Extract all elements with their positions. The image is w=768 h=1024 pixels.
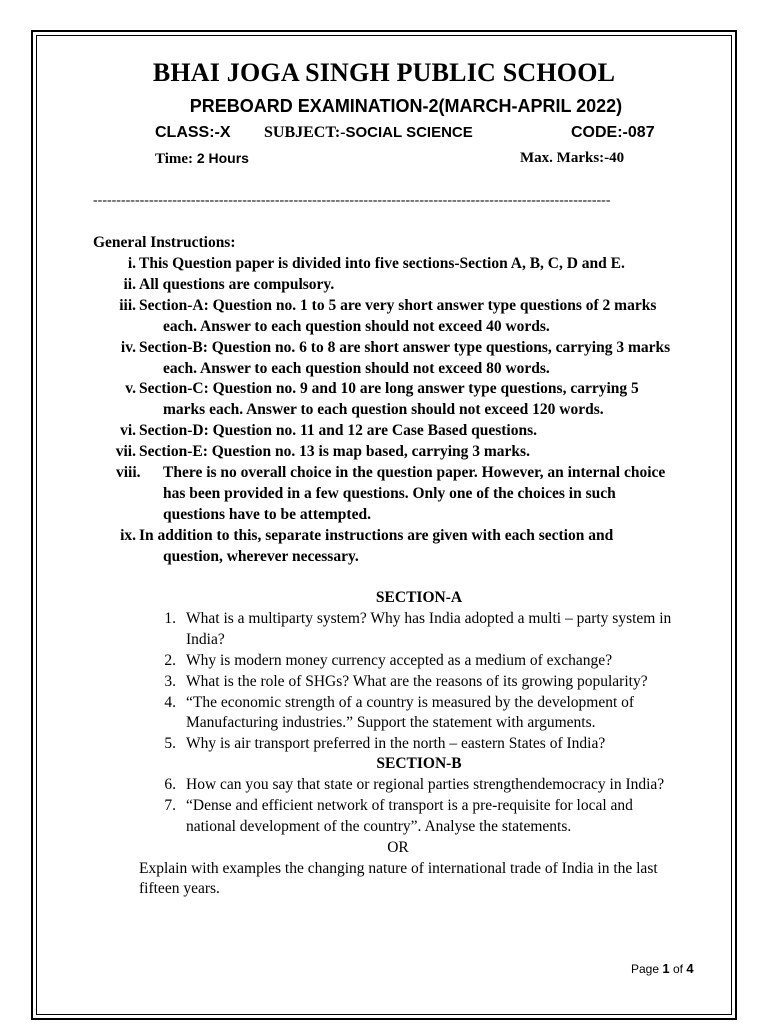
- question-text: How can you say that state or regional parties strengthendemocracy in India?: [186, 775, 665, 793]
- instruction-line: has been provided in a few questions. Only one of the choices in such: [163, 484, 616, 502]
- class-value: X: [219, 124, 231, 141]
- time-value: 2 Hours: [196, 150, 249, 166]
- question-number: 3.: [164, 672, 176, 690]
- instruction-number: v.: [125, 380, 136, 398]
- time-info: [155, 150, 249, 168]
- page-number: 1: [662, 961, 670, 976]
- question-number: 1.: [164, 609, 176, 627]
- instruction-line: each. Answer to each question should not exceed 40 words.: [163, 317, 550, 335]
- instruction-number: iv.: [120, 338, 136, 356]
- instruction-line: question, wherever necessary.: [163, 547, 359, 565]
- max-marks-label: Max. Marks:-: [520, 150, 610, 166]
- section-a-title: SECTION-A: [375, 589, 463, 606]
- instructions-title: General Instructions:: [93, 234, 236, 251]
- page-total: 4: [686, 961, 694, 976]
- question-number: 6.: [164, 775, 176, 793]
- or-separator: OR: [387, 838, 409, 856]
- code-value: 087: [627, 124, 655, 141]
- question-text: What is a multiparty system? Why has India adopted a multi – party system in: [186, 609, 672, 627]
- subject-info: [264, 124, 473, 142]
- instruction-line: Section-C: Question no. 9 and 10 are long answer type questions, carrying 5: [139, 380, 639, 398]
- max-marks-info: [520, 150, 624, 167]
- question-number: 7.: [164, 796, 176, 814]
- instruction-line: Section-E: Question no. 13 is map based, carrying 3 marks.: [139, 443, 530, 461]
- exam-title-suffix: (MARCH-APRIL 2022): [438, 96, 623, 116]
- class-label: CLASS:-: [155, 124, 220, 141]
- question-number: 5.: [164, 735, 176, 753]
- instruction-number: vii.: [115, 443, 136, 461]
- instruction-number: i.: [127, 255, 136, 272]
- class-info: [155, 124, 231, 142]
- instruction-line: All questions are compulsory.: [139, 275, 335, 293]
- question-text: “Dense and efficient network of transport is a pre-requisite for local and: [186, 796, 633, 814]
- code-info: [571, 124, 655, 142]
- subject-value: SOCIAL SCIENCE: [345, 124, 473, 141]
- subject-label: SUBJECT:-: [264, 124, 346, 141]
- question-number: 4.: [164, 693, 176, 711]
- instruction-number: iii.: [119, 296, 136, 314]
- instruction-line: each. Answer to each question should not exceed 80 words.: [163, 359, 550, 377]
- page-of-label: of: [672, 962, 683, 976]
- question-number: 2.: [164, 651, 176, 669]
- instruction-line: questions have to be attempted.: [163, 505, 371, 523]
- instruction-line: In addition to this, separate instructions are given with each section and: [139, 526, 614, 544]
- instruction-line: There is no overall choice in the question paper. However, an internal choice: [163, 464, 666, 481]
- question-text: Why is air transport preferred in the north – eastern States of India?: [186, 735, 606, 753]
- separator-line: ---------------------------------------------------------------------------------------------------------------: [93, 193, 611, 208]
- instruction-line: This Question paper is divided into five sections-Section A, B, C, D and E.: [139, 255, 625, 272]
- instruction-number: ix.: [120, 526, 136, 544]
- section-b-title: SECTION-B: [376, 755, 462, 772]
- instruction-number: viii.: [116, 464, 141, 481]
- question-text: What is the role of SHGs? What are the reasons of its growing popularity?: [186, 672, 648, 690]
- exam-title: [0, 96, 768, 117]
- instruction-line: Section-A: Question no. 1 to 5 are very short answer type questions of 2 marks: [139, 296, 657, 314]
- instruction-number: vi.: [120, 422, 136, 440]
- question-text: Manufacturing industries.” Support the statement with arguments.: [186, 714, 596, 732]
- code-label: CODE:-: [571, 124, 628, 141]
- question-text: India?: [186, 630, 225, 648]
- page-label: Page: [631, 962, 660, 976]
- instruction-number: ii.: [123, 275, 136, 293]
- question-text: Why is modern money currency accepted as a medium of exchange?: [186, 651, 613, 669]
- max-marks-value: 40: [609, 150, 625, 166]
- question-text: national development of the country”. Analyse the statements.: [186, 817, 572, 835]
- time-label: Time:: [155, 151, 194, 167]
- instruction-line: Section-B: Question no. 6 to 8 are short answer type questions, carrying 3 marks: [139, 338, 671, 356]
- instruction-line: Section-D: Question no. 11 and 12 are Case Based questions.: [139, 422, 538, 440]
- question-text: “The economic strength of a country is measured by the development of: [186, 693, 635, 711]
- alternative-question-text: Explain with examples the changing nature of international trade of India in the last: [139, 859, 658, 877]
- exam-title-prefix: PREBOARD EXAMINATION-2: [189, 96, 439, 116]
- instruction-line: marks each. Answer to each question should not exceed 120 words.: [163, 401, 604, 419]
- page-footer: [631, 961, 694, 976]
- alternative-question-text: fifteen years.: [139, 880, 220, 898]
- school-name: BHAI JOGA SINGH PUBLIC SCHOOL: [152, 58, 616, 87]
